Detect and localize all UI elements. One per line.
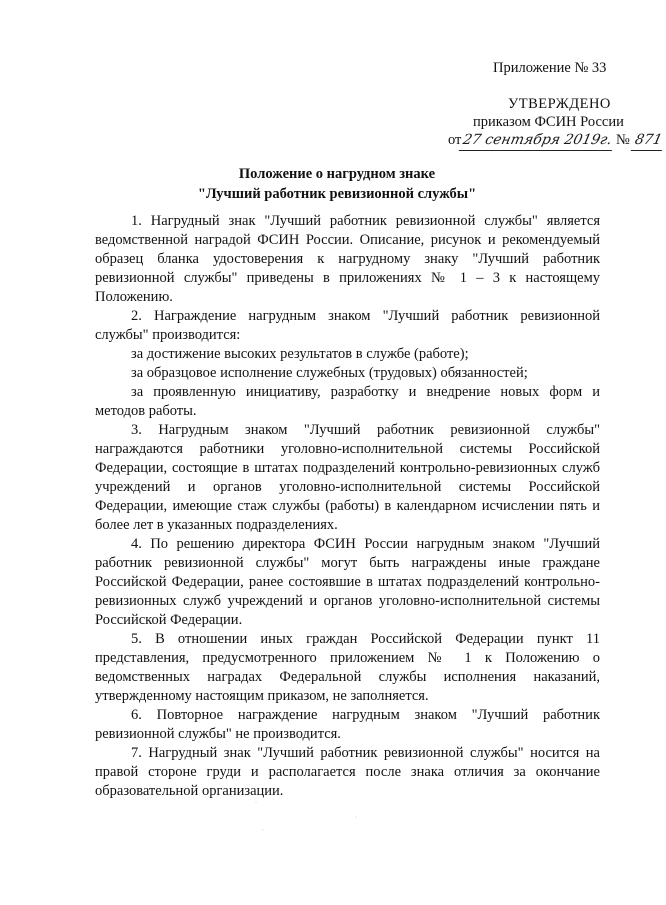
paragraph-7: 7. Нагрудный знак "Лучший работник ревизионной службы" носится на правой стороне груди и располагается после знака отличия за окончание образовательной организации. [95,745,600,799]
approved-stamp-text: УТВЕРЖДЕНО [508,96,611,112]
paragraph-2-item-3: за проявленную инициативу, разработку и внедрение новых форм и методов работы. [95,384,600,419]
paragraph-5: 5. В отношении иных граждан Российской Федерации пункт 11 представления, предусмотренного приложением № 1 к Положению о ведомственных наградах Федеральной службы исполнения наказаний, утвержденному настоящим приказом, не заполняется. [95,631,600,704]
number-prefix: № [615,132,630,148]
order-reference: приказом ФСИН России [473,114,624,130]
document-title-line-1: Положение о нагрудном знаке [238,166,436,182]
paragraph-6: 6. Повторное награждение нагрудным знаком "Лучший работник ревизионной службы" не производится. [95,707,600,742]
paragraph-2: 2. Награждение нагрудным знаком "Лучший работник ревизионной службы" производится: [95,308,600,343]
paragraph-4: 4. По решению директора ФСИН России нагрудным знаком "Лучший работник ревизионной службы" могут быть награждены иные граждане Российской Федерации, ранее состоявшие в штатах подразделений контрольно-ревизионных служб учреждений и органов уголовно-исполнительной системы Российской Федерации. [95,536,600,628]
handwritten-number: 871 [631,130,666,151]
appendix-number: Приложение № 33 [493,60,607,76]
paragraph-2-item-1: за достижение высоких результатов в службе (работе); [131,346,469,362]
scan-speck: · [355,815,357,821]
paragraph-1: 1. Нагрудный знак "Лучший работник ревизионной службы" является ведомственной наградой ФСИН России. Описание, рисунок и рекомендуемый образец бланка удостоверения к нагрудному знаку "Лучший работник ревизионной службы" приведены в приложениях № 1 – 3 к настоящему Положению. [95,213,600,305]
document-title-line-2: "Лучший работник ревизионной службы" [197,186,477,202]
order-date-line [448,130,664,151]
document-body [95,212,600,801]
scan-speck: · [262,828,264,834]
paragraph-3: 3. Нагрудным знаком "Лучший работник ревизионной службы" награждаются работники уголовно-исполнительной системы Российской Федерации, состоящие в штатах подразделений контрольно-ревизионных служб учреждений и органов уголовно-исполнительной системы Российской Федерации, имеющие стаж службы (работы) в календарном исчислении пять и более лет в указанных подразделениях. [95,422,600,533]
paragraph-2-item-2: за образцовое исполнение служебных (трудовых) обязанностей; [131,365,528,381]
handwritten-date: 27 сентября 2019г. [459,130,616,151]
date-prefix: от [448,132,462,148]
scan-speck: · [255,800,257,806]
